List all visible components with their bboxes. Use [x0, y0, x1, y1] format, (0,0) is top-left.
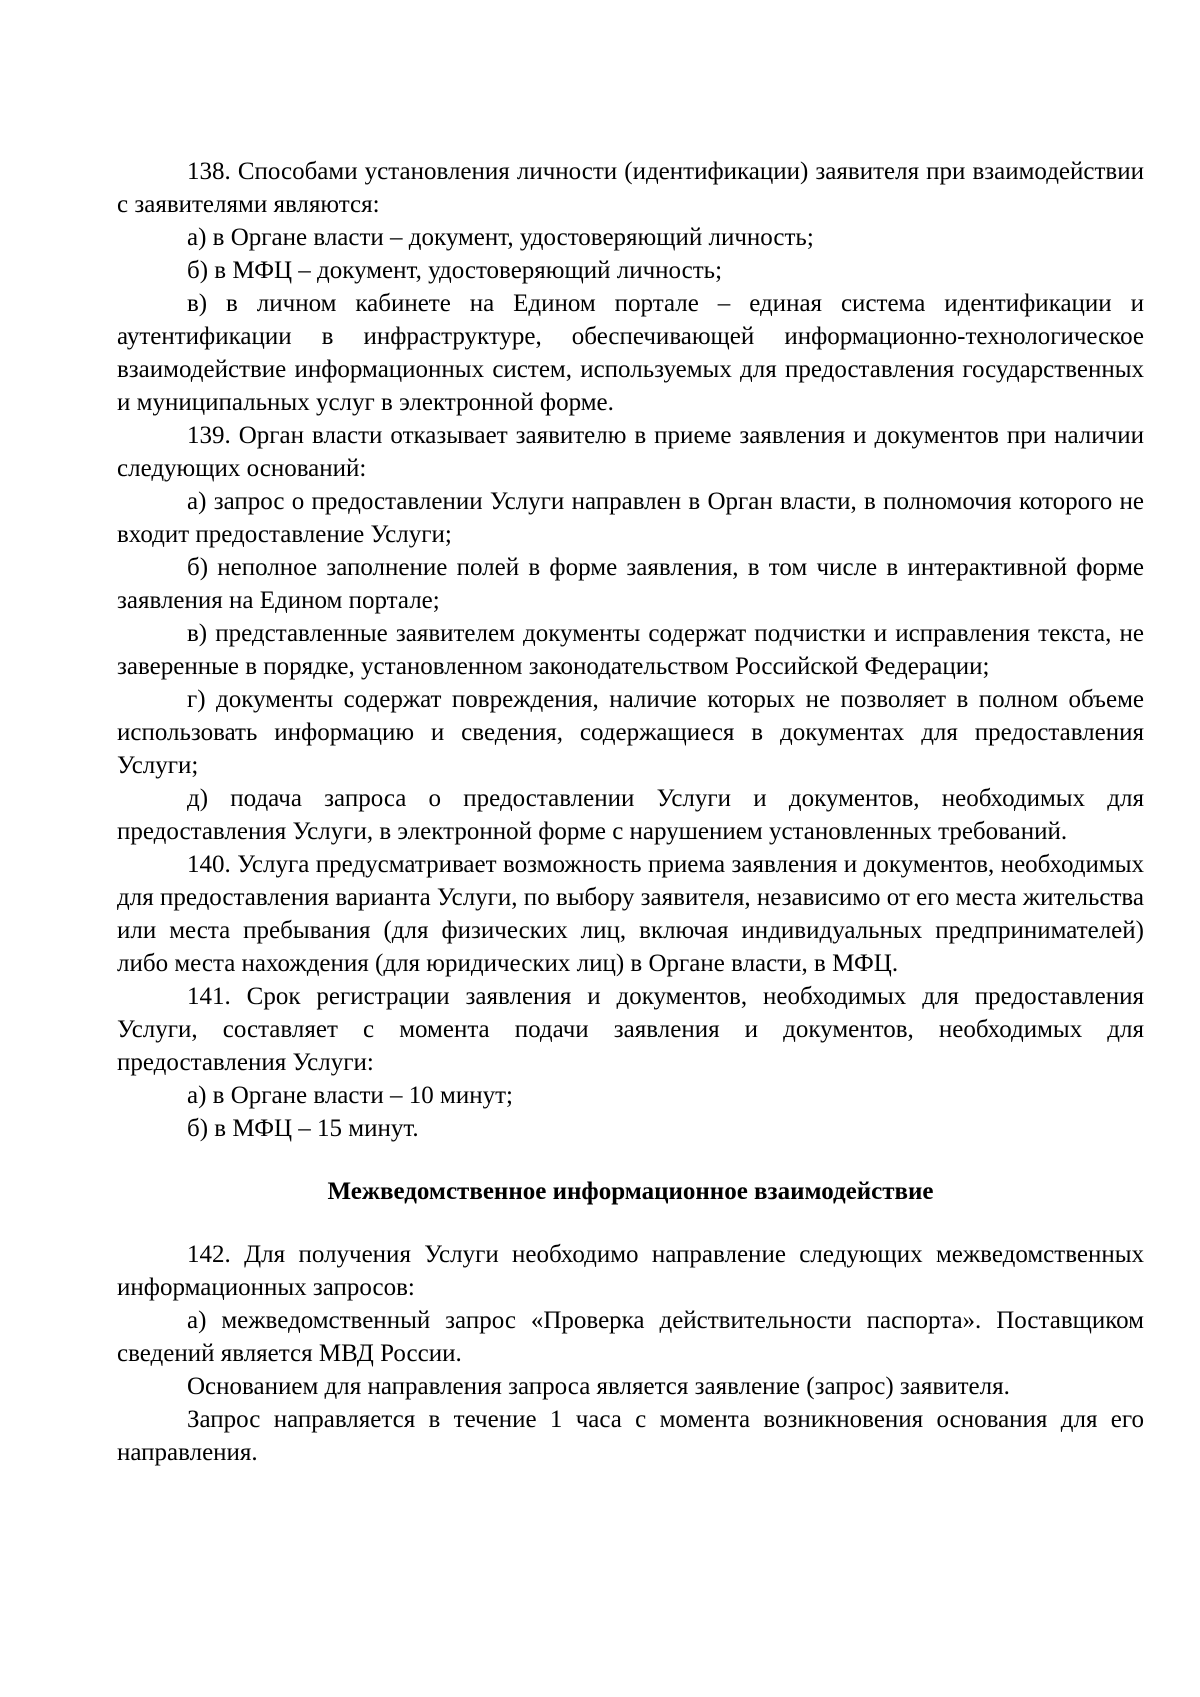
paragraph-139-g: г) документы содержат повреждения, наличие которых не позволяет в полном объеме использовать информацию и сведения, содержащиеся в документах для предоставления Услуги; — [117, 686, 1144, 779]
paragraph-140: 140. Услуга предусматривает возможность приема заявления и документов, необходимых для предоставления варианта Услуги, по выбору заявителя, независимо от его места жительства или места пребывания (для физических лиц, включая индивидуальных предпринимателей) либо места нахождения (для юридических лиц) в Органе власти, в МФЦ. — [117, 851, 1144, 977]
paragraph-139-b: б) неполное заполнение полей в форме заявления, в том числе в интерактивной форме заявления на Едином портале; — [117, 554, 1144, 614]
paragraph-139: 139. Орган власти отказывает заявителю в приеме заявления и документов при наличии следующих оснований: — [117, 422, 1144, 482]
paragraph-138-b: б) в МФЦ – документ, удостоверяющий личность; — [187, 257, 723, 284]
paragraph-139-v: в) представленные заявителем документы содержат подчистки и исправления текста, не заверенные в порядке, установленном законодательством Российской Федерации; — [117, 620, 1144, 680]
paragraph-139-a: а) запрос о предоставлении Услуги направлен в Орган власти, в полномочия которого не входит предоставление Услуги; — [117, 488, 1144, 548]
paragraph-141-b: б) в МФЦ – 15 минут. — [187, 1115, 419, 1142]
paragraph-142-basis: Основанием для направления запроса является заявление (запрос) заявителя. — [187, 1373, 1010, 1400]
paragraph-138: 138. Способами установления личности (идентификации) заявителя при взаимодействии с заявителями являются: — [117, 158, 1144, 218]
paragraph-142-a: а) межведомственный запрос «Проверка действительности паспорта». Поставщиком сведений является МВД России. — [117, 1307, 1144, 1367]
paragraph-142-deadline: Запрос направляется в течение 1 часа с момента возникновения основания для его направления. — [117, 1406, 1144, 1466]
paragraph-138-a: а) в Органе власти – документ, удостоверяющий личность; — [187, 224, 814, 251]
document-body — [117, 155, 1144, 1469]
paragraph-141: 141. Срок регистрации заявления и документов, необходимых для предоставления Услуги, составляет с момента подачи заявления и документов, необходимых для предоставления Услуги: — [117, 983, 1144, 1076]
section-heading: Межведомственное информационное взаимодействие — [327, 1178, 934, 1205]
paragraph-142: 142. Для получения Услуги необходимо направление следующих межведомственных информационных запросов: — [117, 1241, 1144, 1301]
paragraph-139-d: д) подача запроса о предоставлении Услуги и документов, необходимых для предоставления Услуги, в электронной форме с нарушением установленных требований. — [117, 785, 1144, 845]
paragraph-138-v: в) в личном кабинете на Едином портале – единая система идентификации и аутентификации в инфраструктуре, обеспечивающей информационно-технологическое взаимодействие информационных систем, используемых для предоставления государственных и муниципальных услуг в электронной форме. — [117, 290, 1144, 416]
paragraph-141-a: а) в Органе власти – 10 минут; — [187, 1082, 514, 1109]
